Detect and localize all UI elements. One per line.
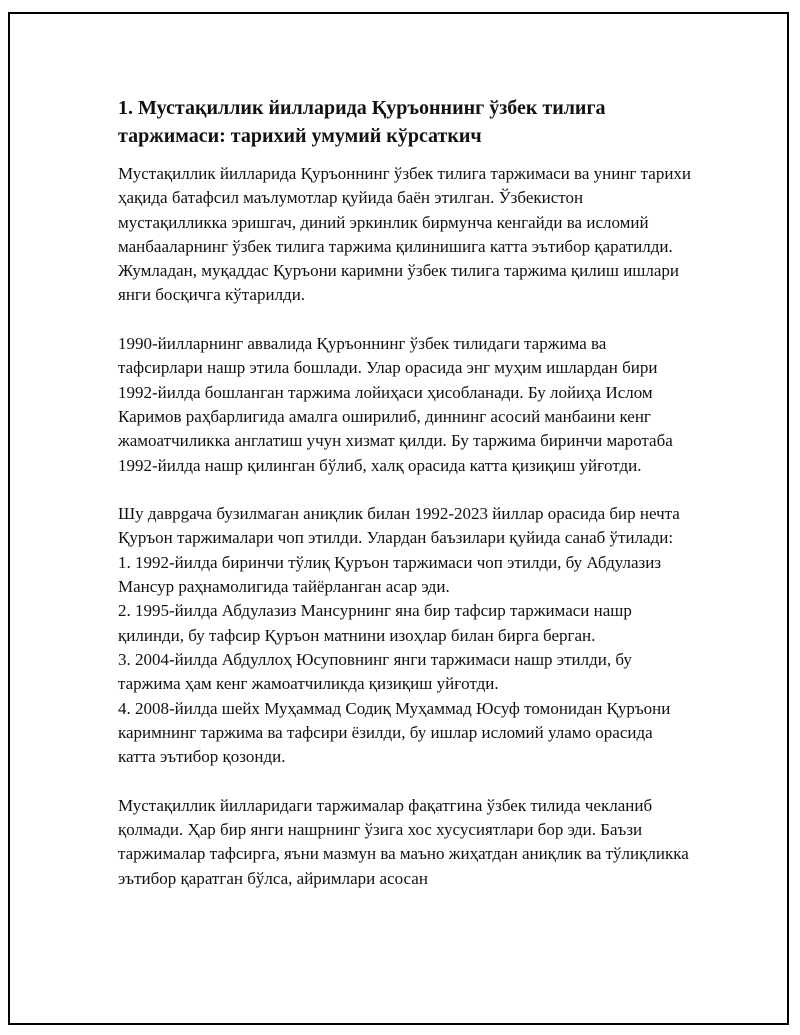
list-item: 2. 1995-йилда Абдулазиз Мансурнинг яна бир тафсир таржимаси нашр қилинди, бу тафсир Қуръон матнини изоҳлар билан бирга берган. bbox=[118, 601, 632, 645]
list-item: 4. 2008-йилда шейх Муҳаммад Содиқ Муҳаммад Юсуф томонидан Қуръони каримнинг таржима ва тафсири ёзилди, бу ишлар исломий уламо орасида катта эътибор қозонди. bbox=[118, 698, 671, 767]
list-intro: Шу даврgача бузилмаган аниқлик билан 1992-2023 йиллар орасида бир нечта Қуръон таржималари чоп этилди. Улардан баъзилари қуйида санаб ўтилади: bbox=[118, 504, 680, 548]
paragraph-translations-list bbox=[118, 502, 693, 769]
list-item: 1. 1992-йилда биринчи тўлиқ Қуръон таржимаси чоп этилди, бу Абдулазиз Мансур раҳнамолигида тайёрланган асар эди. bbox=[118, 552, 662, 597]
paragraph-intro: Мустақиллик йилларида Қуръоннинг ўзбек тилига таржимаси ва унинг тарихи ҳақида батафсил маълумотлар қуйида баён этилган. Ўзбекистон мустақилликка эришгач, диний эркинлик бирмунча кенгайди ва исломий манбааларнинг ўзбек тилига таржима қилинишига катта эътибор қаратилди. Жумладан, муқаддас Қуръони каримни ўзбек тилига таржима қилиш ишлари янги босқичга кўтарилди. bbox=[118, 164, 692, 305]
paragraph-history: 1990-йилларнинг аввалида Қуръоннинг ўзбек тилидаги таржима ва тафсирлари нашр этила бошлади. Улар орасида энг муҳим ишлардан бири 1992-йилда бошланган таржима лойиҳаси ҳисобланади. Бу лойиҳа Ислом Каримов раҳбарлигида амалга оширилиб, диннинг асосий манбаини кенг жамоатчиликка англатиш учун хизмат қилди. Бу таржима биринчи маротаба 1992-йилда нашр қилинган бўлиб, халқ орасида катта қизиқиш уйғотди. bbox=[118, 334, 673, 475]
list-item: 3. 2004-йилда Абдуллоҳ Юсуповнинг янги таржимаси нашр этилди, бу таржима ҳам кенг жамоатчиликда қизиқиш уйғотди. bbox=[118, 649, 632, 694]
paragraph-conclusion: Мустақиллик йилларидаги таржималар фақатгина ўзбек тилида чекланиб қолмади. Ҳар бир янги нашрнинг ўзига хос хусусиятлари бор эди. Баъзи таржималар тафсирга, яъни мазмун ва маъно жиҳатдан аниқлик ва тўлиқликка эътибор қаратган бўлса, айримлари асосан bbox=[118, 795, 689, 888]
document-body bbox=[118, 94, 693, 915]
section-heading: 1. Мустақиллик йилларида Қуръоннинг ўзбек тилига таржимаси: тарихий умумий кўрсаткич bbox=[118, 97, 606, 147]
